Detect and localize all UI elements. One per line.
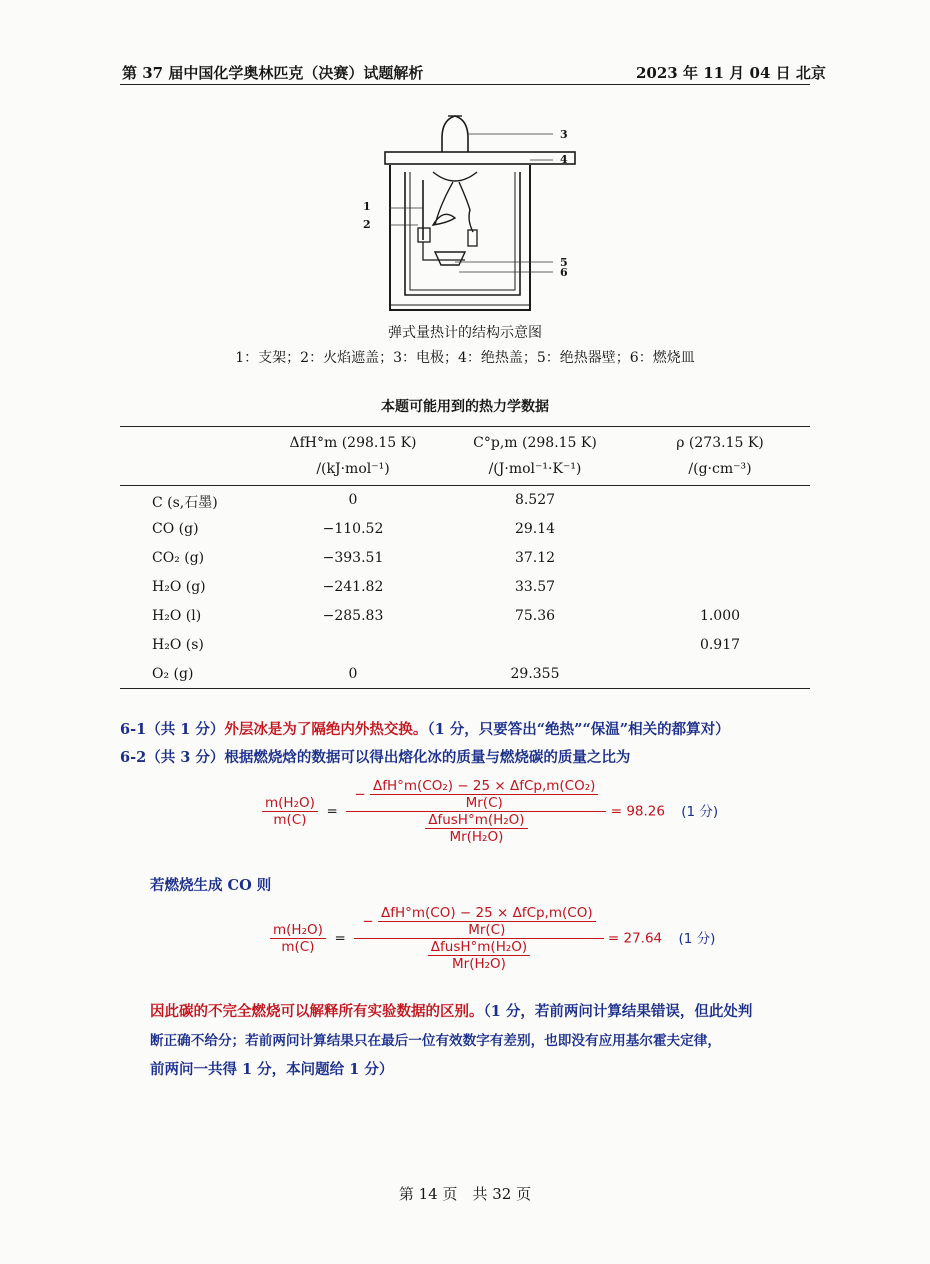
- enthalpy-cell: −241.82: [322, 579, 384, 595]
- column-header-enthalpy: [288, 430, 418, 482]
- header-rule: [120, 84, 810, 85]
- figure-caption: 弹式量热计的结构示意图: [388, 325, 542, 341]
- column-header-heat-capacity: [470, 430, 600, 482]
- diagram-label-1: 1: [363, 200, 371, 213]
- rhs-fraction: − $\frac{\text{ΔfH°m(CO₂) − 25 × ΔfCp,m(CO₂)}}{Mr(C)}$ $\frac{\text{ΔfusH°m(H₂O)}}{\text{Mr(H₂O)}}$: [346, 778, 606, 845]
- species-cell: O₂ (g): [152, 666, 194, 682]
- co-intro: 若燃烧生成 CO 则: [150, 877, 272, 894]
- diagram-label-6: 6: [560, 266, 568, 279]
- table-bottom-rule: [120, 688, 810, 689]
- enthalpy-cell: 0: [348, 666, 358, 682]
- diagram-label-3: 3: [560, 128, 568, 141]
- heat-capacity-cell: 29.355: [510, 666, 560, 682]
- table-row: [120, 487, 810, 516]
- lhs-numerator: m(H₂O): [262, 795, 318, 812]
- figure-legend: 1：支架；2：火焰遮盖；3：电极；4：绝热盖；5：绝热器壁；6：燃烧皿: [235, 350, 695, 366]
- table-row: [120, 545, 810, 574]
- heat-capacity-cell: 33.57: [514, 579, 556, 595]
- page-number: 第 14 页 共 32 页: [398, 1185, 532, 1203]
- lhs-denominator: m(C): [273, 812, 307, 828]
- lower-denominator: Mr(H₂O): [449, 829, 504, 845]
- species-cell: CO (g): [152, 521, 199, 537]
- conclusion-line-2: 断正确不给分；若前两问计算结果只在最后一位有效数字有差别，也即没有应用基尔霍夫定律，: [150, 1033, 721, 1049]
- diagram-label-5: 5: [560, 256, 568, 269]
- lower-numerator: ΔfusH°m(H₂O): [425, 812, 527, 829]
- density-cell: 1.000: [699, 608, 741, 624]
- column-name: C°p,m (298.15 K): [473, 435, 597, 451]
- enthalpy-cell: 0: [348, 492, 358, 508]
- species-cell: C (s,石墨): [152, 495, 218, 511]
- lhs-numerator: m(H₂O): [270, 922, 326, 939]
- column-name: ρ (273.15 K): [676, 435, 764, 451]
- rhs-fraction: − $\frac{\text{ΔfH°m(CO) − 25 × ΔfCp,m(CO)}}{Mr(C)}$ $\frac{\text{ΔfusH°m(H₂O)}}{\text{Mr(H₂O)}}$: [354, 905, 603, 972]
- column-unit: /(g·cm⁻³): [688, 461, 752, 477]
- equation-score: (1 分): [681, 803, 719, 820]
- upper-numerator: ΔfH°m(CO₂) − 25 × ΔfCp,m(CO₂): [370, 778, 598, 795]
- lower-denominator: Mr(H₂O): [452, 956, 506, 972]
- answer-text: 根据燃烧焓的数据可以得出熔化冰的质量与燃烧碳的质量之比为: [224, 749, 631, 766]
- heat-capacity-cell: 29.14: [514, 521, 556, 537]
- upper-denominator: Mr(C): [468, 922, 506, 938]
- enthalpy-cell: −393.51: [322, 550, 384, 566]
- equation-co2: $\frac{\text{m(H₂O)}}{m(C)}$ = − $\frac{\text{ΔfH°m(CO₂) − 25 × ΔfCp,m(CO₂)}}{Mr(C)}$ $\frac{\text{ΔfusH°m(H₂O)}}{\text{Mr(H₂O)}}$ = 98.26 (1 分): [262, 778, 718, 845]
- question-label: 6-1（共 1 分）: [120, 721, 225, 738]
- heat-capacity-cell: 8.527: [514, 492, 556, 508]
- heat-capacity-cell: 75.36: [514, 608, 556, 624]
- table-title: 本题可能用到的热力学数据: [381, 399, 549, 415]
- upper-numerator: ΔfH°m(CO) − 25 × ΔfCp,m(CO): [378, 905, 596, 922]
- diagram-label-4: 4: [560, 153, 568, 166]
- column-header-density: [655, 430, 785, 482]
- table-row: [120, 661, 810, 690]
- table-row: [120, 632, 810, 661]
- table-row: [120, 574, 810, 603]
- lhs-fraction: [262, 795, 318, 828]
- table-row: [120, 603, 810, 632]
- answer-text: 外层冰是为了隔绝内外热交换。: [224, 721, 428, 738]
- conclusion-line-3: 前两问一共得 1 分，本问题给 1 分）: [150, 1061, 394, 1078]
- species-cell: H₂O (l): [152, 608, 202, 624]
- heat-capacity-cell: 37.12: [514, 550, 556, 566]
- answer-6-1: [120, 718, 730, 739]
- equation-score: (1 分): [678, 930, 716, 947]
- bomb-calorimeter-diagram: [355, 110, 580, 315]
- species-cell: H₂O (g): [152, 579, 206, 595]
- table-row: [120, 516, 810, 545]
- equation-result: = 27.64: [607, 930, 663, 947]
- enthalpy-cell: −285.83: [322, 608, 384, 624]
- answer-6-2: [120, 746, 630, 767]
- header-date: 2023 年 11 月 04 日 北京: [636, 64, 826, 82]
- table-header-rule: [120, 485, 810, 486]
- species-cell: CO₂ (g): [152, 550, 205, 566]
- conclusion-answer: 因此碳的不完全燃烧可以解释所有实验数据的区别。: [150, 1003, 484, 1020]
- lower-numerator: ΔfusH°m(H₂O): [428, 939, 530, 956]
- equation-co: $\frac{\text{m(H₂O)}}{m(C)}$ = − $\frac{\text{ΔfH°m(CO) − 25 × ΔfCp,m(CO)}}{Mr(C)}$ $\frac{\text{ΔfusH°m(H₂O)}}{\text{Mr(H₂O)}}$ = 27.64 (1 分): [270, 905, 715, 972]
- density-cell: 0.917: [699, 637, 741, 653]
- enthalpy-cell: −110.52: [322, 521, 384, 537]
- conclusion-line-1: [150, 1000, 815, 1021]
- species-cell: H₂O (s): [152, 637, 204, 653]
- column-unit: /(kJ·mol⁻¹): [316, 461, 390, 477]
- diagram-label-2: 2: [363, 218, 371, 231]
- lhs-denominator: m(C): [281, 939, 315, 955]
- lhs-fraction: [270, 922, 326, 955]
- question-label: 6-2（共 3 分）: [120, 749, 225, 766]
- header-title: 第 37 届中国化学奥林匹克（决赛）试题解析: [122, 64, 424, 82]
- equation-result: = 98.26: [610, 803, 665, 820]
- conclusion-note: （1 分，若前两问计算结果错误，但此处判: [483, 1003, 753, 1020]
- column-name: ΔfH°m (298.15 K): [289, 435, 417, 451]
- scoring-note: （1 分，只要答出“绝热”“保温”相关的都算对）: [427, 721, 730, 738]
- column-unit: /(J·mol⁻¹·K⁻¹): [488, 461, 582, 477]
- upper-denominator: Mr(C): [465, 795, 503, 811]
- table-top-rule: [120, 426, 810, 427]
